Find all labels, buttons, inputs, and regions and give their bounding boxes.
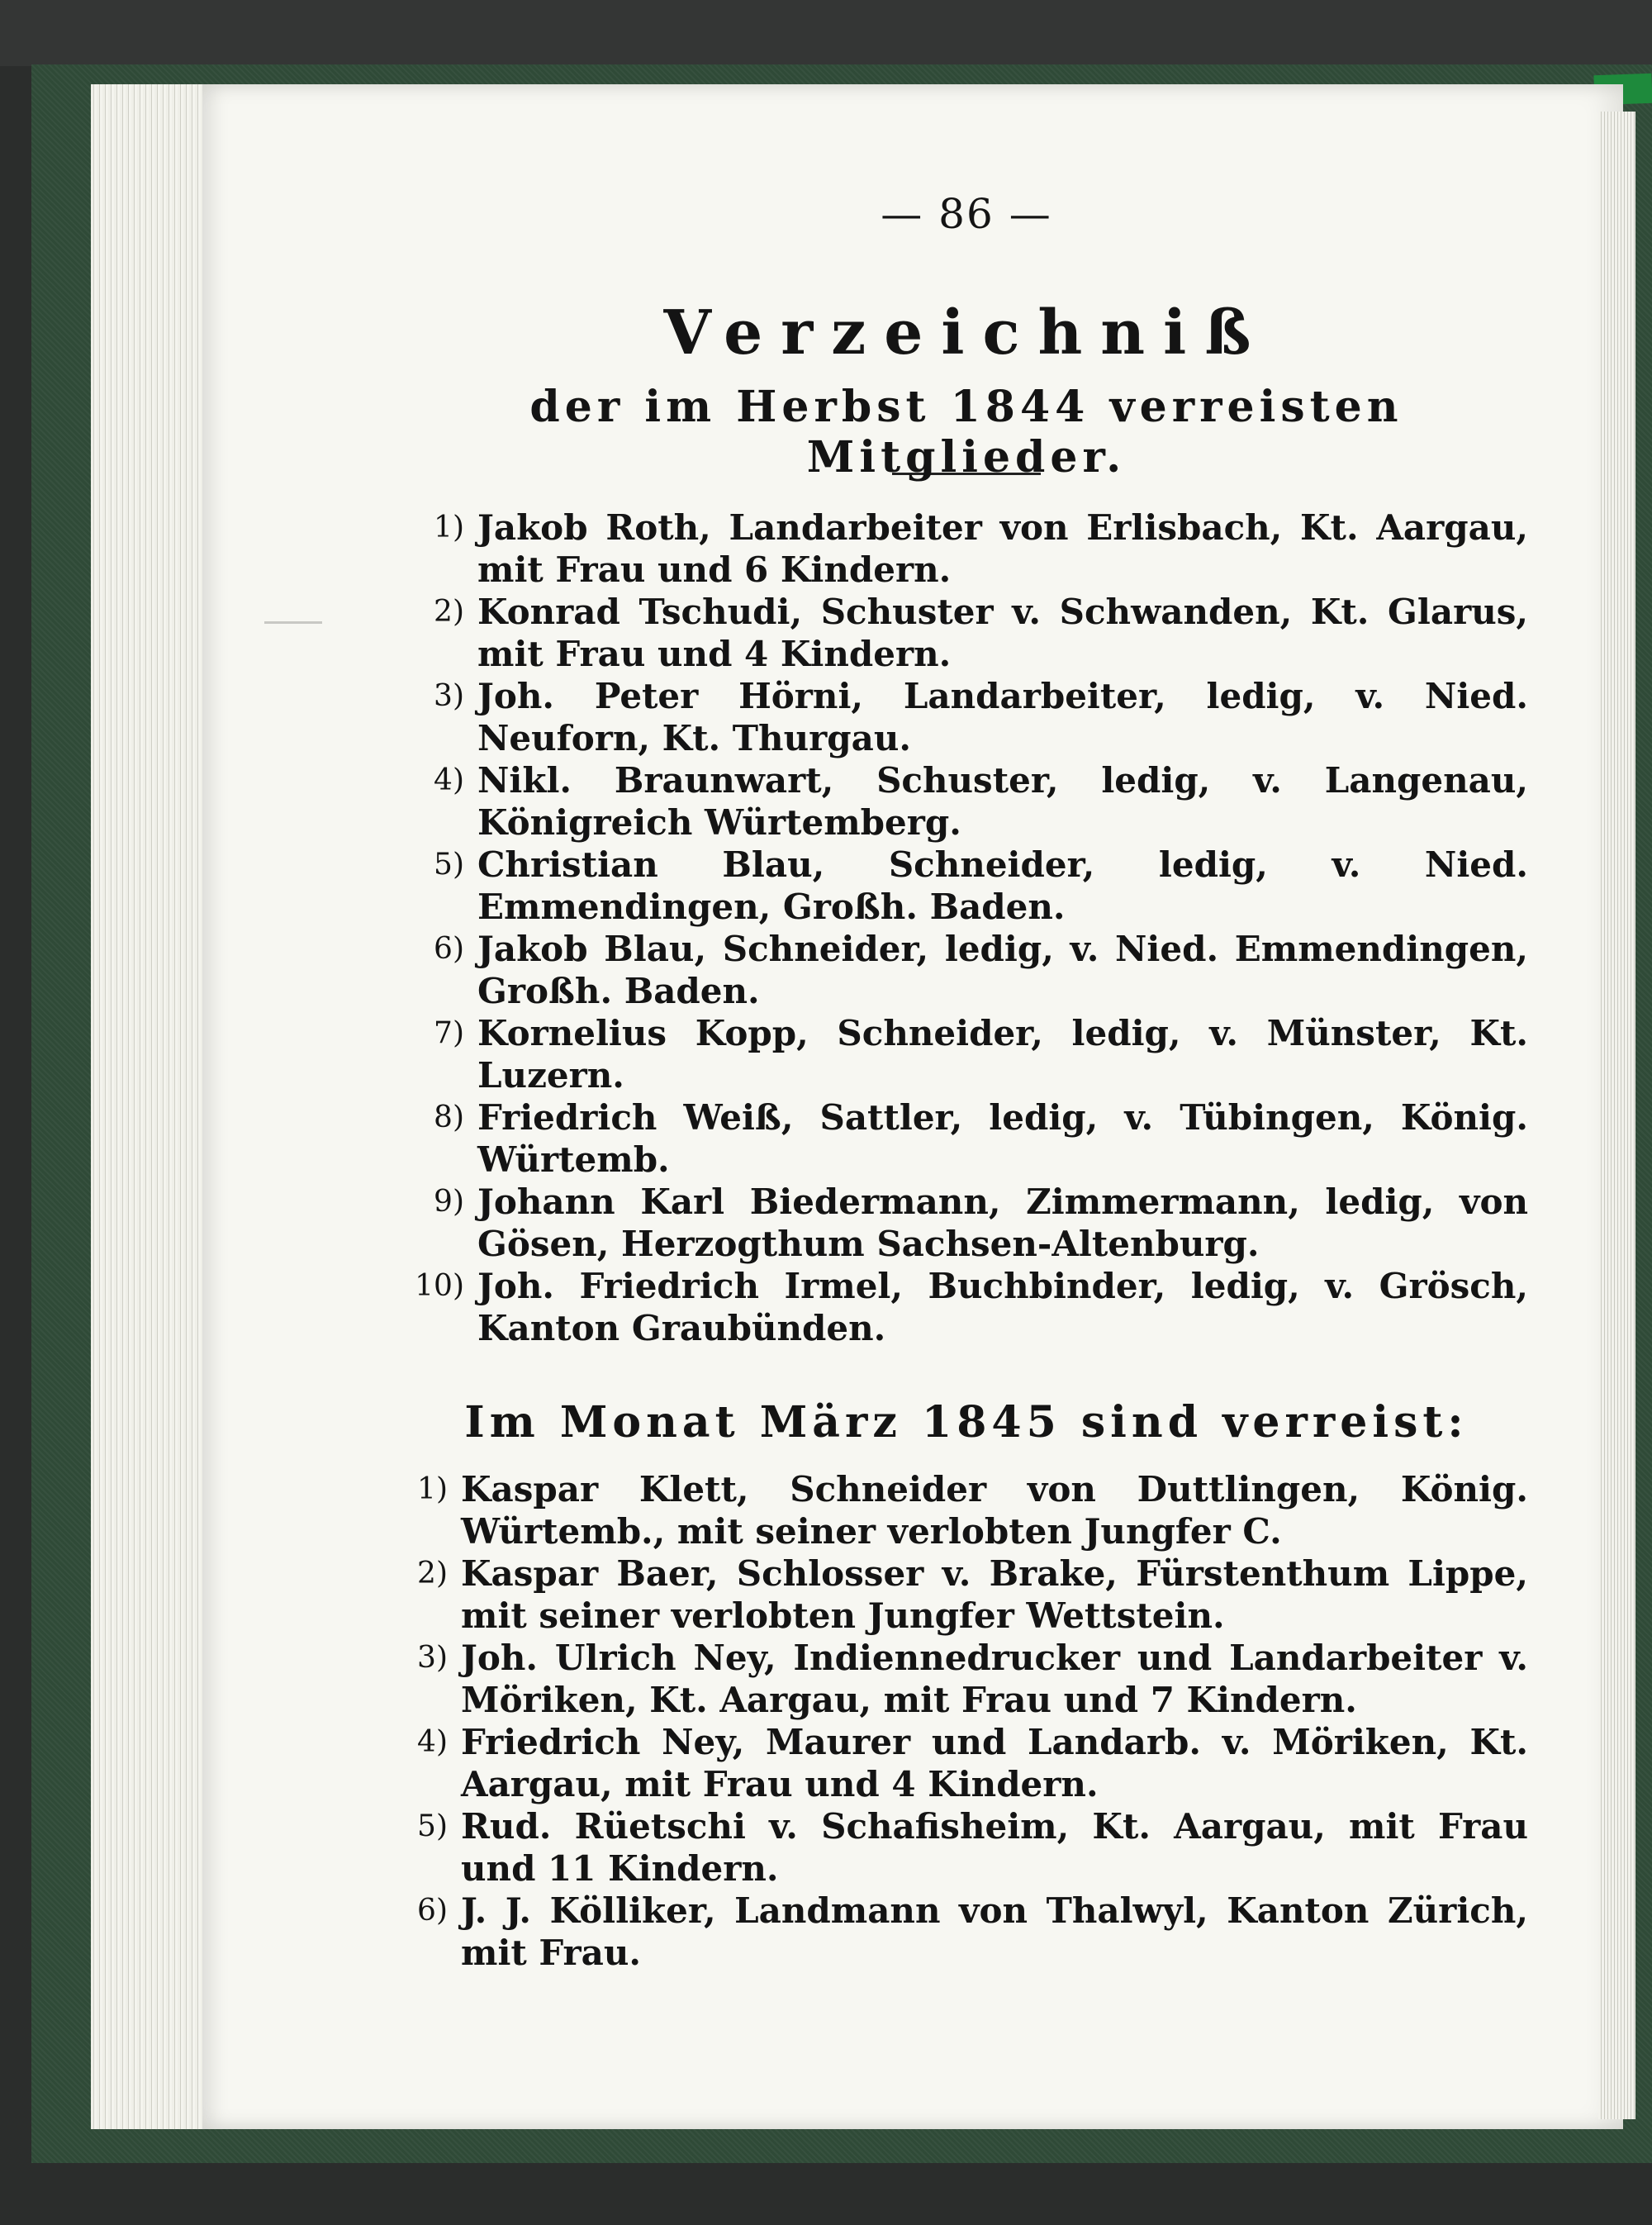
item-number: 6) (417, 1894, 448, 1928)
item-text: Friedrich Weiß, Sattler, ledig, v. Tübingen, König. Würtemb. (477, 1097, 1528, 1180)
item-number: 8) (434, 1101, 464, 1134)
item-number: 10) (415, 1269, 464, 1303)
page-edges-left (91, 84, 215, 2129)
list-item (388, 1805, 1528, 1890)
item-number: 9) (434, 1185, 464, 1219)
list-item (388, 1721, 1528, 1805)
item-text: Christian Blau, Schneider, ledig, v. Nied. Emmendingen, Großh. Baden. (477, 844, 1528, 927)
section-heading: Im Monat März 1845 sind verreist: (464, 1397, 1469, 1448)
list-item (388, 1637, 1528, 1721)
item-text: Kaspar Klett, Schneider von Duttlingen, König. Würtemb., mit seiner verlobten Jungfer C. (461, 1469, 1528, 1552)
item-number: 3) (417, 1641, 448, 1675)
list-item (405, 591, 1528, 675)
item-text: Friedrich Ney, Maurer und Landarb. v. Möriken, Kt. Aargau, mit Frau und 4 Kindern. (461, 1722, 1528, 1804)
page-number: — 86 — (881, 190, 1052, 238)
page-content (405, 165, 1528, 1974)
list-item (405, 1096, 1528, 1181)
list-item (405, 506, 1528, 591)
stray-mark (264, 621, 322, 624)
item-number: 1) (417, 1472, 448, 1506)
list-item (405, 675, 1528, 759)
item-number: 7) (434, 1016, 464, 1050)
item-text: Johann Karl Biedermann, Zimmermann, ledig, von Gösen, Herzogthum Sachsen-Altenburg. (477, 1181, 1528, 1264)
item-number: 3) (434, 679, 464, 713)
members-list-1844 (405, 506, 1528, 1349)
list-item (405, 1012, 1528, 1096)
item-text: J. J. Kölliker, Landmann von Thalwyl, Kanton Zürich, mit Frau. (461, 1890, 1528, 1973)
item-text: Jakob Blau, Schneider, ledig, v. Nied. Emmendingen, Großh. Baden. (477, 929, 1528, 1011)
members-list-1845 (388, 1468, 1528, 1974)
item-text: Rud. Rüetschi v. Schafisheim, Kt. Aargau, mit Frau und 11 Kindern. (461, 1806, 1528, 1889)
item-text: Jakob Roth, Landarbeiter von Erlisbach, Kt. Aargau, mit Frau und 6 Kindern. (477, 507, 1528, 590)
page-edges-right (1598, 112, 1635, 2119)
item-number: 5) (417, 1809, 448, 1843)
list-item (405, 1181, 1528, 1265)
page-subtitle: der im Herbst 1844 verreisten Mitglieder. (529, 382, 1403, 483)
item-number: 2) (434, 595, 464, 629)
list-item (405, 928, 1528, 1012)
list-item (388, 1890, 1528, 1974)
item-text: Joh. Ulrich Ney, Indiennedrucker und Landarbeiter v. Möriken, Kt. Aargau, mit Frau und 7 Kindern. (461, 1638, 1528, 1720)
list-item (405, 1265, 1528, 1349)
item-text: Konrad Tschudi, Schuster v. Schwanden, Kt. Glarus, mit Frau und 4 Kindern. (477, 592, 1528, 674)
list-item (405, 759, 1528, 844)
item-text: Joh. Peter Hörni, Landarbeiter, ledig, v. Nied. Neuforn, Kt. Thurgau. (477, 676, 1528, 758)
item-text: Kaspar Baer, Schlosser v. Brake, Fürstenthum Lippe, mit seiner verlobten Jungfer Wettstein. (461, 1553, 1528, 1636)
item-number: 4) (434, 763, 464, 797)
item-number: 4) (417, 1725, 448, 1759)
item-text: Nikl. Braunwart, Schuster, ledig, v. Langenau, Königreich Würtemberg. (477, 760, 1528, 843)
list-item (388, 1468, 1528, 1552)
item-number: 6) (434, 932, 464, 966)
item-number: 2) (417, 1557, 448, 1590)
list-item (388, 1552, 1528, 1637)
page-title: Verzeichniß (663, 297, 1270, 368)
item-text: Kornelius Kopp, Schneider, ledig, v. Münster, Kt. Luzern. (477, 1013, 1528, 1096)
background-top (0, 0, 1652, 66)
item-number: 1) (434, 511, 464, 544)
item-number: 5) (434, 848, 464, 882)
item-text: Joh. Friedrich Irmel, Buchbinder, ledig, v. Grösch, Kanton Graubünden. (477, 1266, 1528, 1348)
list-item (405, 844, 1528, 928)
